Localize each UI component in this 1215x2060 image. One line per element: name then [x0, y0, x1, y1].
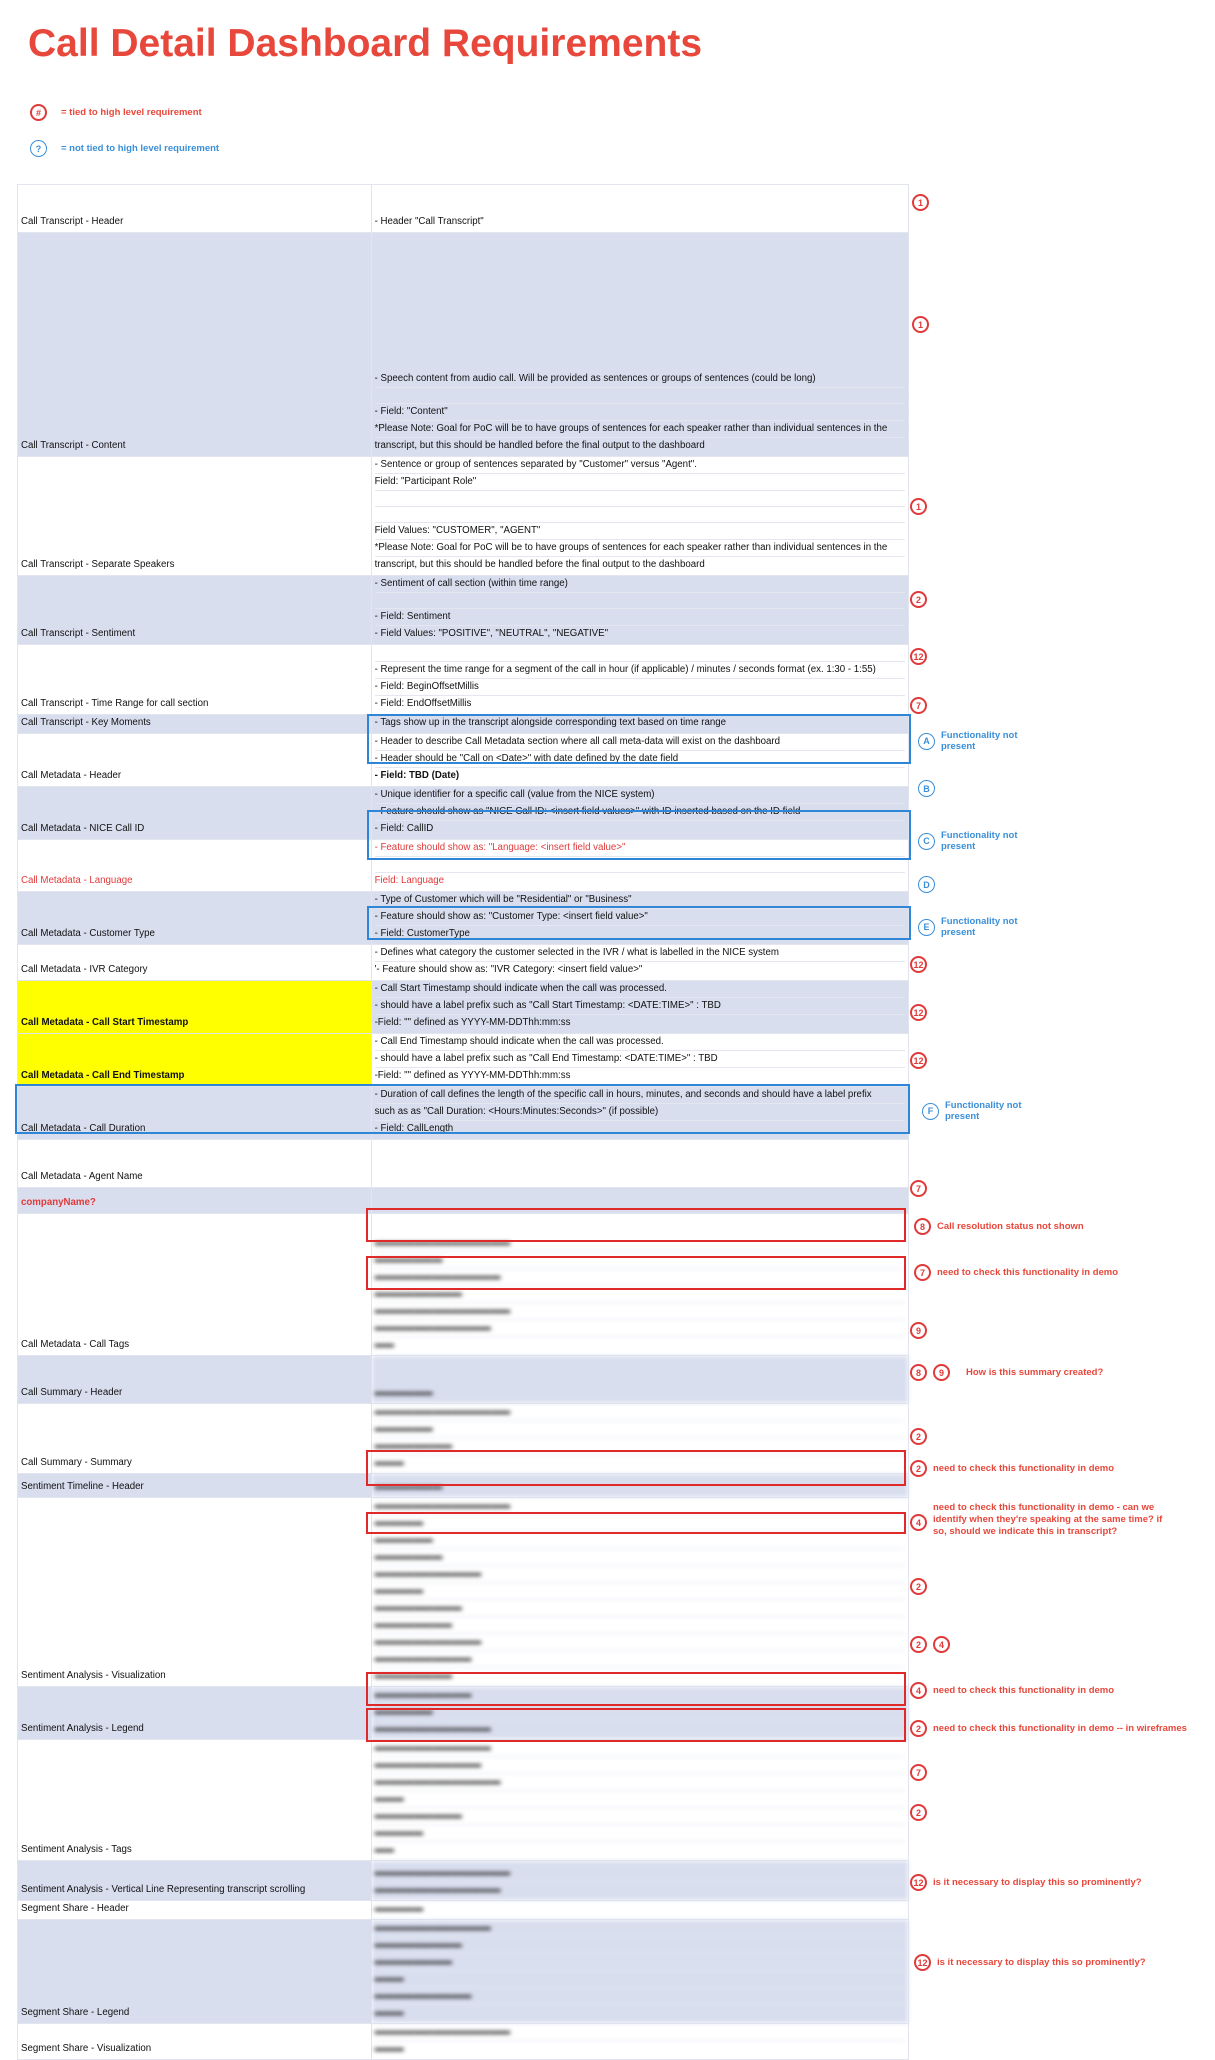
marker: [918, 780, 935, 797]
marker-pair: [910, 1636, 950, 1653]
legend-blue-label: = not tied to high level requirement: [61, 143, 220, 154]
marker: [912, 316, 929, 333]
number-circle-icon: 12: [910, 1874, 927, 1891]
requirements-table: [17, 184, 909, 2060]
marker: [912, 194, 929, 211]
row-label: Call Metadata - Header: [18, 734, 372, 787]
annotation-prominence: 12 is it necessary to display this so prominently?: [914, 1954, 1146, 1971]
annotation-functionality: E Functionality not present: [918, 916, 1041, 938]
number-circle-icon: 7: [910, 1180, 927, 1197]
row-label: Sentiment Analysis - Vertical Line Representing transcript scrolling: [18, 1861, 372, 1901]
row-label: Call Metadata - Customer Type: [18, 892, 372, 945]
row-label: Sentiment Analysis - Visualization: [18, 1498, 372, 1687]
annotation-prominence: 12 is it necessary to display this so prominently?: [910, 1874, 1142, 1891]
number-circle-icon: 8: [914, 1218, 931, 1235]
row-label: Call Transcript - Content: [18, 233, 372, 457]
annotation-check-demo: 4 need to check this functionality in demo: [910, 1682, 1114, 1699]
row-label: Call Transcript - Separate Speakers: [18, 457, 372, 576]
row-desc: - Type of Customer which will be "Residential" or "Business" - Feature should show as: "Customer Type: <insert field value>" - Field: CustomerType: [371, 892, 908, 945]
row-desc: - Feature should show as: "Language: <insert field value>" Field: Language: [371, 840, 908, 892]
annotation-functionality: A Functionality not present: [918, 730, 1041, 752]
row-desc-blurred: ▬▬▬▬▬: [371, 1901, 908, 1920]
row-desc: - Header "Call Transcript": [371, 185, 908, 233]
letter-circle-icon: A: [918, 733, 935, 750]
row-label: Call Metadata - NICE Call ID: [18, 787, 372, 840]
row-desc: - Tags show up in the transcript alongside corresponding text based on time range: [371, 715, 908, 734]
number-circle-icon: 2: [910, 1804, 927, 1821]
number-circle-icon: 2: [910, 1460, 927, 1477]
marker: [918, 876, 935, 893]
number-circle-icon: 9: [933, 1364, 950, 1381]
number-circle-icon: 1: [912, 194, 929, 211]
number-circle-icon: 1: [910, 498, 927, 515]
red-circle-icon: #: [30, 104, 47, 121]
number-circle-icon: 12: [914, 1954, 931, 1971]
number-circle-icon: 2: [910, 1578, 927, 1595]
row-desc-blurred: ▬▬▬▬▬▬: [371, 1356, 908, 1404]
marker: [910, 956, 927, 973]
row-label: Sentiment Analysis - Legend: [18, 1687, 372, 1740]
legend-blue: [30, 140, 219, 157]
annotation-speaking: 4 need to check this functionality in demo - can we identify when they're speaking at the same time? if so, should we indicate this in transcript?: [910, 1502, 1163, 1538]
row-label: Sentiment Analysis - Tags: [18, 1740, 372, 1861]
row-desc: - Duration of call defines the length of the specific call in hours, minutes, and seconds and should have a label prefix such as as "Call Duration: <Hours:Minutes:Seconds>" (if possible) - Field: CallLength: [371, 1087, 908, 1140]
row-desc: - Header to describe Call Metadata section where all call meta-data will exist on the dashboard - Header should be "Call on <Date>" with date defined by the date field - Field: TBD (Date): [371, 734, 908, 787]
marker: [910, 1578, 927, 1595]
annotation-resolution: 8 Call resolution status not shown: [914, 1218, 1084, 1235]
number-circle-icon: 9: [910, 1322, 927, 1339]
row-label: Call Metadata - Call Tags: [18, 1214, 372, 1356]
row-desc-blurred: ▬▬▬▬▬▬▬▬▬▬▬▬ ▬▬▬▬▬▬▬▬▬ ▬▬▬▬▬▬▬▬ ▬▬▬ ▬▬▬▬▬▬▬▬▬▬ ▬▬▬: [371, 1920, 908, 2024]
annotation-check-demo: 7 need to check this functionality in demo: [914, 1264, 1118, 1281]
number-circle-icon: 4: [910, 1682, 927, 1699]
number-circle-icon: 7: [910, 1764, 927, 1781]
row-desc-blurred: ▬▬▬▬▬▬▬▬▬▬▬▬▬▬ ▬▬▬: [371, 2024, 908, 2060]
number-circle-icon: 12: [910, 1004, 927, 1021]
number-circle-icon: 2: [910, 591, 927, 608]
row-label: companyName?: [18, 1188, 372, 1214]
annotation-check-demo: 2 need to check this functionality in demo: [910, 1460, 1114, 1477]
number-circle-icon: 4: [910, 1514, 927, 1531]
number-circle-icon: 2: [910, 1428, 927, 1445]
row-label: Call Transcript - Header: [18, 185, 372, 233]
marker: [910, 498, 927, 515]
letter-circle-icon: D: [918, 876, 935, 893]
legend-red-label: = tied to high level requirement: [61, 107, 202, 118]
row-label: Sentiment Timeline - Header: [18, 1474, 372, 1498]
row-label: Call Metadata - Agent Name: [18, 1140, 372, 1188]
row-label: Segment Share - Legend: [18, 1920, 372, 2024]
row-label: Segment Share - Header: [18, 1901, 372, 1920]
legend-red: [30, 104, 202, 121]
row-desc-blurred: ▬▬▬▬▬▬▬▬▬▬ ▬▬▬▬▬▬ ▬▬▬▬▬▬▬▬▬▬▬▬: [371, 1687, 908, 1740]
marker: [910, 1004, 927, 1021]
letter-circle-icon: C: [918, 833, 935, 850]
marker: [910, 1180, 927, 1197]
row-label: Call Transcript - Time Range for call section: [18, 645, 372, 715]
row-desc-blurred: ▬▬▬▬▬▬▬▬▬▬▬▬▬▬ ▬▬▬▬▬▬ ▬▬▬▬▬▬▬▬ ▬▬▬: [371, 1404, 908, 1474]
number-circle-icon: 1: [912, 316, 929, 333]
row-desc: - Defines what category the customer selected in the IVR / what is labelled in the NICE system '- Feature should show as: "IVR Category: <insert field value>": [371, 945, 908, 981]
number-circle-icon: 2: [910, 1636, 927, 1653]
marker: [910, 1764, 927, 1781]
marker: [910, 648, 927, 665]
annotation-functionality: F Functionality not present: [922, 1100, 1045, 1122]
row-label: Call Transcript - Key Moments: [18, 715, 372, 734]
number-circle-icon: 8: [910, 1364, 927, 1381]
number-circle-icon: 12: [910, 1052, 927, 1069]
number-circle-icon: 4: [933, 1636, 950, 1653]
annotation-functionality: C Functionality not present: [918, 830, 1041, 852]
marker: [910, 1322, 927, 1339]
marker: [910, 1804, 927, 1821]
row-desc: - Speech content from audio call. Will be provided as sentences or groups of sentences (could be long) - Field: "Content" *Please Note: Goal for PoC will be to have groups of sentences for each speaker rather than individual sentences in the transcript, but this should be handled before the final output to the dashboard: [371, 233, 908, 457]
number-circle-icon: 7: [914, 1264, 931, 1281]
blue-circle-icon: ?: [30, 140, 47, 157]
page-title: Call Detail Dashboard Requirements: [28, 22, 703, 65]
number-circle-icon: 2: [910, 1720, 927, 1737]
row-label: Call Metadata - Call End Timestamp: [18, 1034, 372, 1087]
row-label: Call Metadata - Call Start Timestamp: [18, 981, 372, 1034]
letter-circle-icon: B: [918, 780, 935, 797]
row-label: Segment Share - Visualization: [18, 2024, 372, 2060]
row-label: Call Summary - Summary: [18, 1404, 372, 1474]
row-desc-blurred: ▬▬▬▬▬▬▬▬▬▬▬▬▬▬ ▬▬▬▬▬▬▬▬▬▬▬▬▬: [371, 1861, 908, 1901]
row-label: Call Metadata - Language: [18, 840, 372, 892]
row-desc-blurred: ▬▬▬▬▬▬▬▬▬▬▬▬ ▬▬▬▬▬▬▬▬▬▬▬ ▬▬▬▬▬▬▬▬▬▬▬▬▬ ▬▬▬ ▬▬▬▬▬▬▬▬▬ ▬▬▬▬▬ ▬▬: [371, 1740, 908, 1861]
marker: [910, 1052, 927, 1069]
row-desc-blurred: ▬▬▬▬▬▬▬▬▬▬▬▬▬▬ ▬▬▬▬▬▬▬ ▬▬▬▬▬▬▬▬▬▬▬▬▬ ▬▬▬▬▬▬▬▬▬ ▬▬▬▬▬▬▬▬▬▬▬▬▬▬ ▬▬▬▬▬▬▬▬▬▬▬▬ ▬▬: [371, 1214, 908, 1356]
row-desc: - Call End Timestamp should indicate when the call was processed. - should have a label prefix such as "Call End Timestamp: <DATE:TIME>" : TBD -Field: "" defined as YYYY-MM-DDThh:mm:ss: [371, 1034, 908, 1087]
row-label: Call Metadata - IVR Category: [18, 945, 372, 981]
annotation-check-demo-wireframes: 2 need to check this functionality in demo -- in wireframes: [910, 1720, 1187, 1737]
row-desc: - Represent the time range for a segment of the call in hour (if applicable) / minutes / seconds format (ex. 1:30 - 1:55) - Field: BeginOffsetMillis - Field: EndOffsetMillis: [371, 645, 908, 715]
row-desc: [371, 1140, 908, 1188]
marker: [910, 697, 927, 714]
row-label: Call Metadata - Call Duration: [18, 1087, 372, 1140]
row-label: Call Transcript - Sentiment: [18, 576, 372, 645]
annotation-summary: 8 9 How is this summary created?: [910, 1364, 1103, 1381]
row-desc: - Call Start Timestamp should indicate when the call was processed. - should have a label prefix such as "Call Start Timestamp: <DATE:TIME>" : TBD -Field: "" defined as YYYY-MM-DDThh:mm:ss: [371, 981, 908, 1034]
number-circle-icon: 12: [910, 648, 927, 665]
row-desc: - Sentiment of call section (within time range) - Field: Sentiment - Field Values: "POSITIVE", "NEUTRAL", "NEGATIVE": [371, 576, 908, 645]
number-circle-icon: 12: [910, 956, 927, 973]
marker: [910, 591, 927, 608]
row-desc-blurred: ▬▬▬▬▬▬▬▬▬▬▬▬▬▬ ▬▬▬▬▬ ▬▬▬▬▬▬ ▬▬▬▬▬▬▬ ▬▬▬▬▬▬▬▬▬▬▬ ▬▬▬▬▬ ▬▬▬▬▬▬▬▬▬ ▬▬▬▬▬▬▬▬ ▬▬▬▬▬▬▬▬▬▬▬ ▬▬▬▬▬▬▬▬▬▬ ▬▬▬▬▬▬▬▬: [371, 1498, 908, 1687]
letter-circle-icon: F: [922, 1103, 939, 1120]
row-desc: - Sentence or group of sentences separated by "Customer" versus "Agent". Field: "Participant Role" Field Values: "CUSTOMER", "AGENT" *Please Note: Goal for PoC will be to have groups of sentences for each speaker rather than individual sentences in the transcript, but this should be handled before the final output to the dashboard: [371, 457, 908, 576]
row-desc-blurred: ▬▬▬▬▬▬▬: [371, 1474, 908, 1498]
row-desc: - Unique identifier for a specific call (value from the NICE system) - Feature should show as "NICE Call ID: <insert field values>" with ID inserted based on the ID field - Field: CallID: [371, 787, 908, 840]
row-desc: [371, 1188, 908, 1214]
number-circle-icon: 7: [910, 697, 927, 714]
row-label: Call Summary - Header: [18, 1356, 372, 1404]
marker: [910, 1428, 927, 1445]
letter-circle-icon: E: [918, 919, 935, 936]
